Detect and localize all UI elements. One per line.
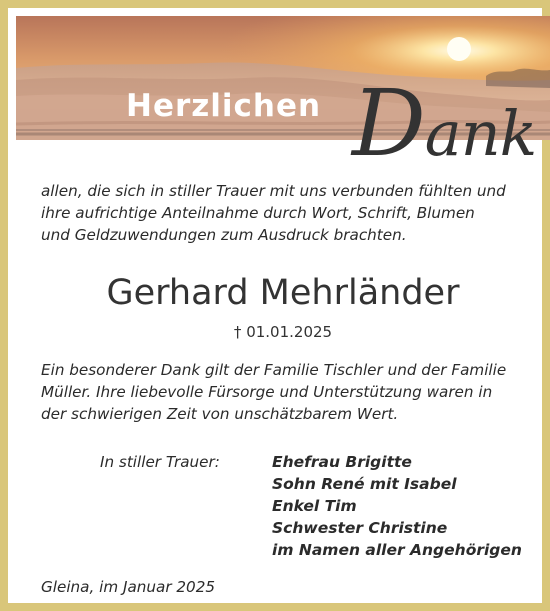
- mourner-name: Schwester Christine: [272, 519, 448, 537]
- dank-script-title: [352, 70, 537, 177]
- intro-line: allen, die sich in stiller Trauer mit uns verbunden fühlten und: [41, 182, 506, 200]
- place-date: Gleina, im Januar 2025: [41, 578, 216, 596]
- special-thanks-text: [41, 359, 527, 425]
- deceased-name: Gerhard Mehrländer: [106, 273, 460, 313]
- thanks-line: Müller. Ihre liebevolle Fürsorge und Unterstützung waren in: [41, 383, 493, 401]
- intro-text: [41, 180, 527, 246]
- dank-initial: D: [352, 70, 425, 177]
- mourner-name: Enkel Tim: [272, 497, 357, 515]
- thanks-line: der schwierigen Zeit von unschätzbarem Wert.: [41, 405, 399, 423]
- mourner-name: Ehefrau Brigitte: [272, 453, 412, 471]
- dank-rest: ank: [424, 97, 537, 170]
- greeting-title: Herzlichen: [126, 88, 322, 124]
- death-date: † 01.01.2025: [233, 323, 333, 341]
- intro-line: ihre aufrichtige Anteilnahme durch Wort, Schrift, Blumen: [41, 204, 475, 222]
- mourning-label: In stiller Trauer:: [100, 453, 220, 471]
- mourners-list: [272, 451, 522, 561]
- intro-line: und Geldzuwendungen zum Ausdruck brachten.: [41, 226, 407, 244]
- mourner-name: im Namen aller Angehörigen: [272, 541, 522, 559]
- mourner-name: Sohn René mit Isabel: [272, 475, 457, 493]
- thanks-line: Ein besonderer Dank gilt der Familie Tischler und der Familie: [41, 361, 507, 379]
